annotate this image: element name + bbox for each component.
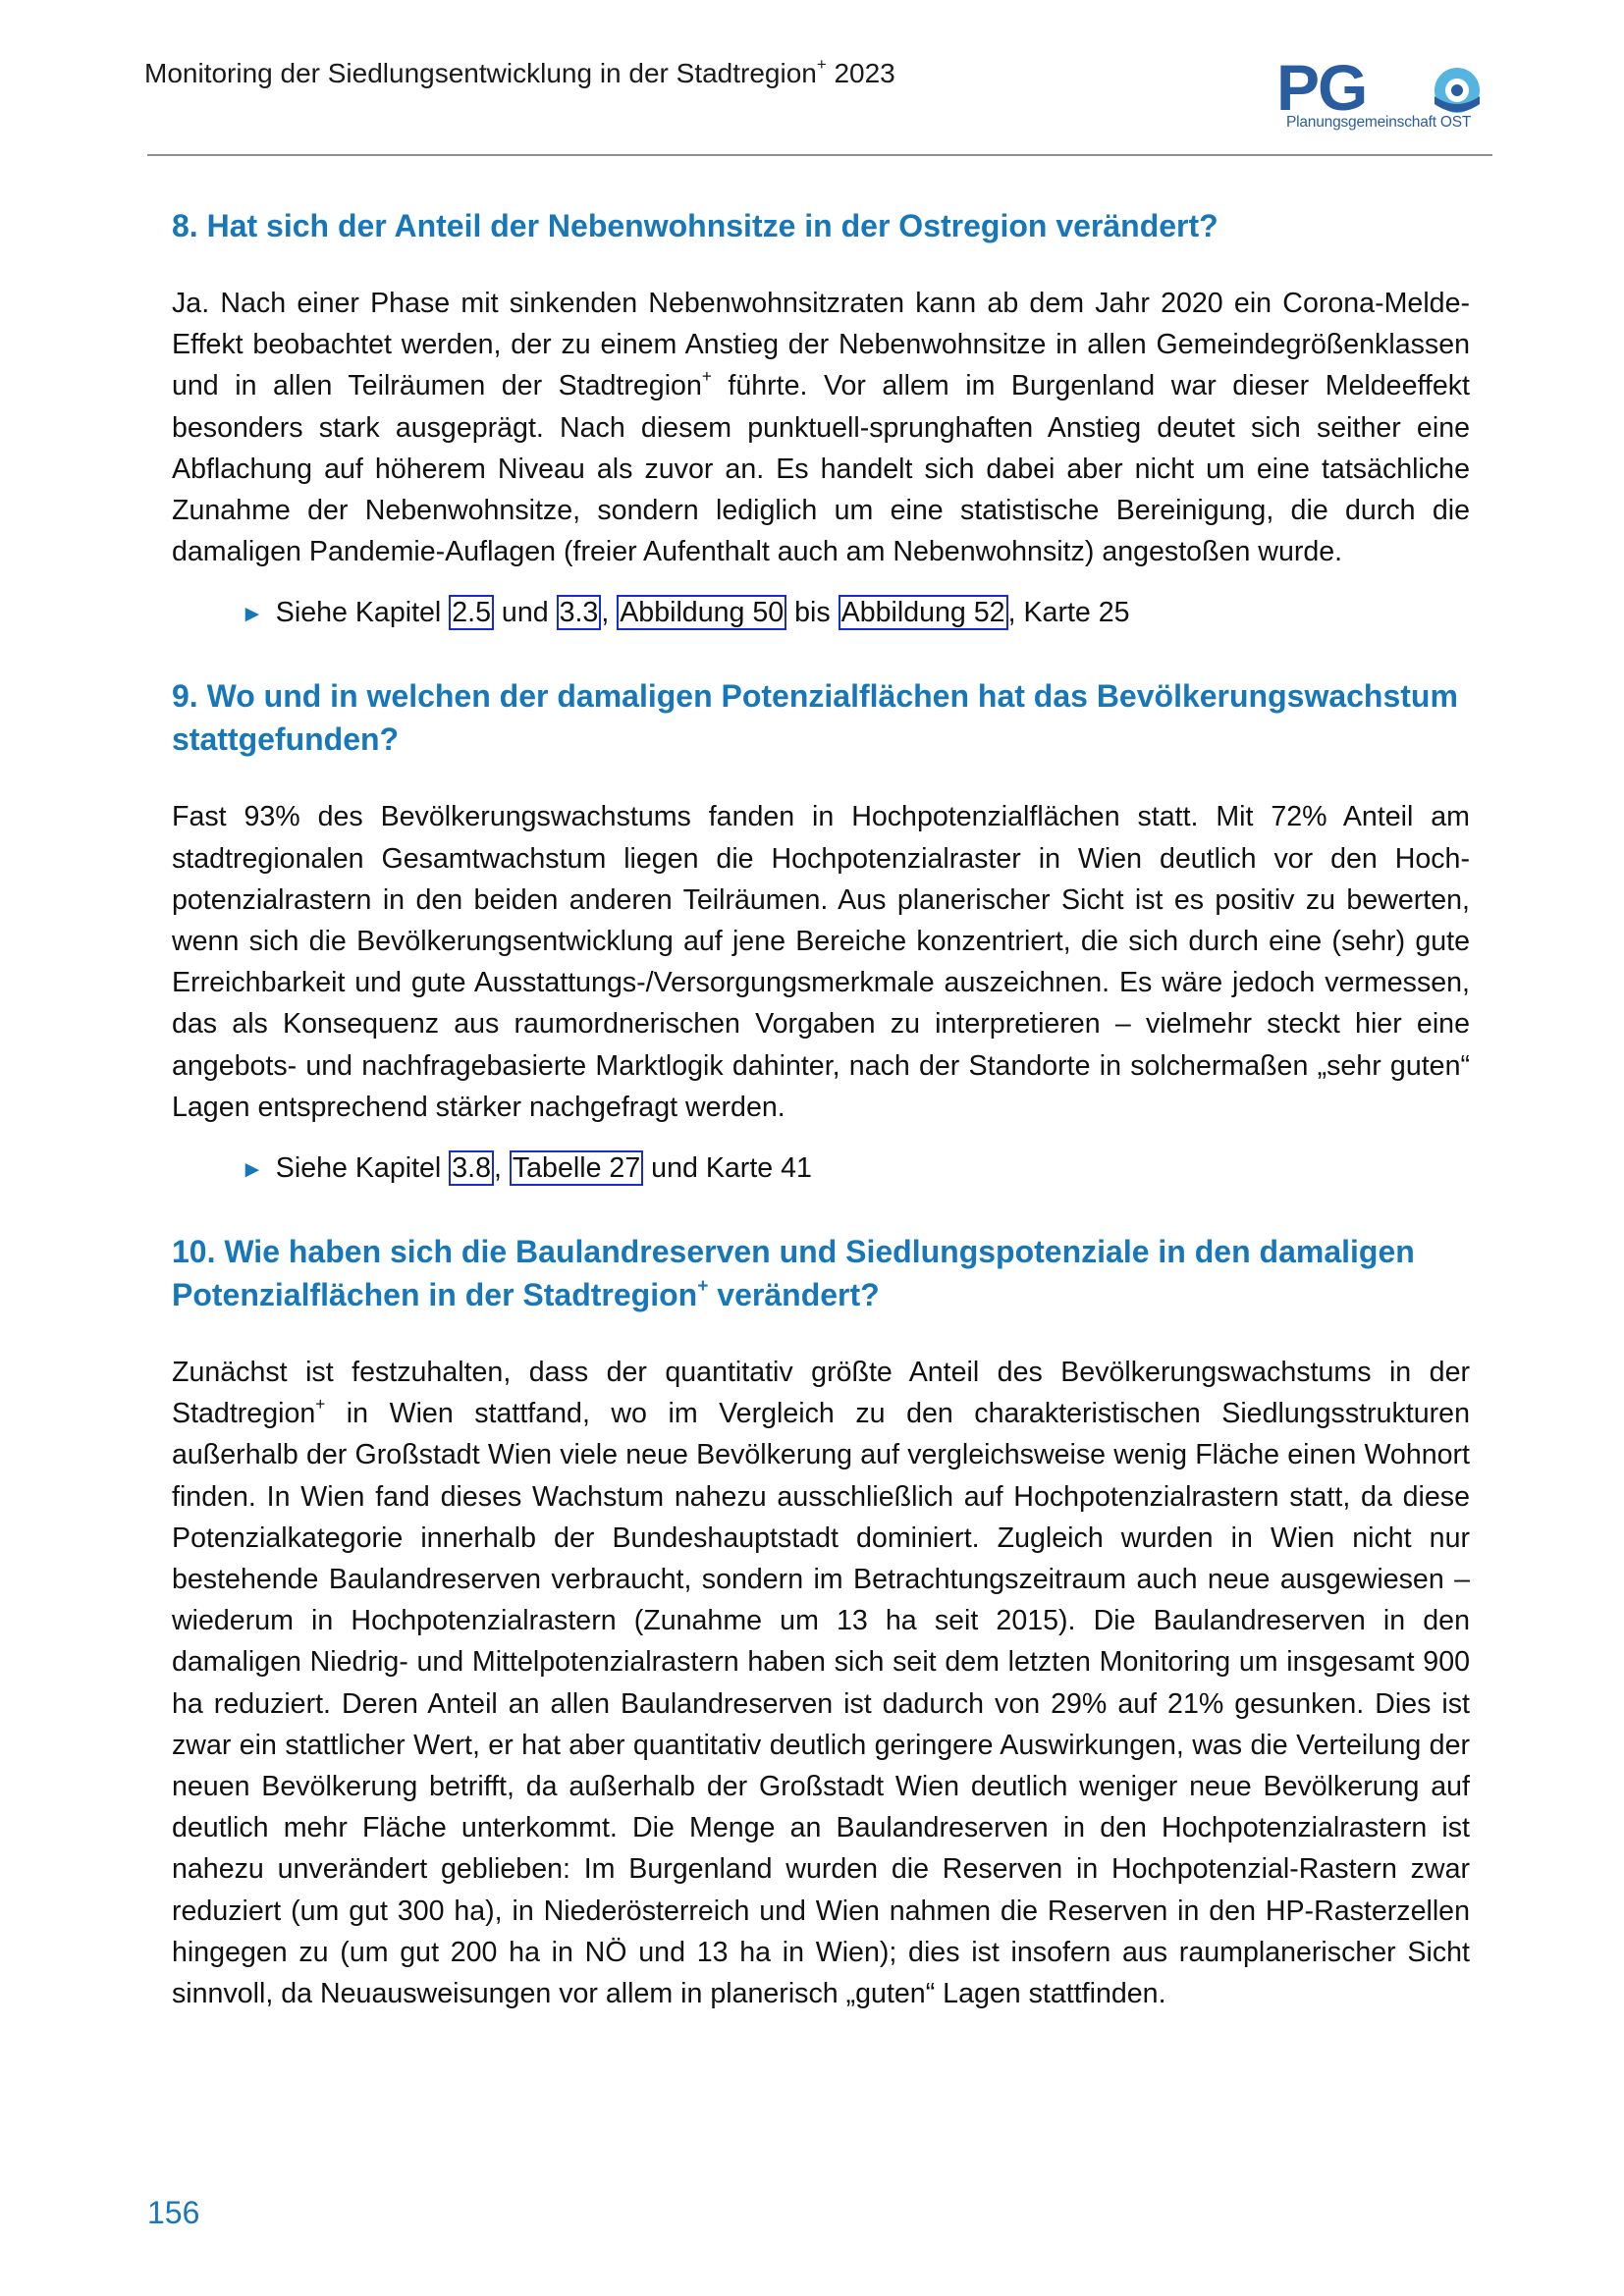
section-8-heading: 8. Hat sich der Anteil der Nebenwohnsitze in der Ostregion verändert? bbox=[172, 208, 1218, 243]
logo-globe-icon bbox=[1435, 68, 1480, 113]
link-abbildung-52[interactable]: Abbildung 52 bbox=[839, 595, 1008, 630]
reference-separator: , bbox=[601, 597, 618, 629]
link-tabelle-27[interactable]: Tabelle 27 bbox=[510, 1150, 643, 1186]
reference-prefix: Siehe Kapitel bbox=[275, 597, 450, 629]
header-title-year: 2023 bbox=[826, 58, 895, 88]
reference-separator: bis bbox=[786, 597, 839, 629]
reference-suffix: , Karte 25 bbox=[1007, 597, 1130, 629]
section-10-heading-part1: 10. Wie haben sich die Baulandreserven und Siedlungspotenziale in den damaligen Potenzialflächen in der Stadtregion bbox=[172, 1234, 1415, 1313]
section-10-heading-part2: verändert? bbox=[708, 1277, 880, 1313]
page-number: 156 bbox=[147, 2195, 200, 2230]
section-10-superscript: + bbox=[315, 1394, 326, 1415]
link-kapitel-3-8[interactable]: 3.8 bbox=[449, 1150, 494, 1186]
section-9-heading: 9. Wo und in welchen der damaligen Potenzialflächen hat das Bevölkerungswachstum stattgefunden? bbox=[172, 678, 1458, 758]
section-9-paragraph: Fast 93% des Bevölkerungswachstums fanden in Hochpotenzialflächen statt. Mit 72% Anteil am stadtregionalen Gesamtwachstum liegen die Hochpotenzialraster in Wien deutlich vor den Hochpotenzialrastern in den beiden anderen Teilräumen. Aus planerischer Sicht ist es positiv zu bewerten, wenn sich die Bevölkerungsentwicklung auf jene Bereiche konzentriert, die sich durch eine (sehr) gute Erreichbarkeit und gute Ausstattungs-/Versorgungsmerkmale auszeichnen. Es wäre jedoch vermessen, das als Konsequenz aus raumordnerischen Vorgaben zu interpretieren – vielmehr steckt hier eine angebots- und nachfragebasierte Marktlogik dahinter, nach der Standorte in solchermaßen „sehr guten“ Lagen entsprechend stärker nachgefragt werden. bbox=[172, 801, 1470, 1123]
logo-caption: Planungsgemeinschaft OST bbox=[1286, 114, 1472, 131]
section-10-paragraph bbox=[172, 1352, 1470, 2014]
triangle-right-icon: ► bbox=[241, 601, 264, 628]
pg-logo bbox=[1276, 57, 1492, 145]
link-abbildung-50[interactable]: Abbildung 50 bbox=[617, 595, 786, 630]
section-8-text-part1: Ja. Nach einer Phase mit sinkenden Nebenwohnsitzraten kann ab dem Jahr 2020 ein Corona-Melde-Effekt beobachtet werden, der zu einem Anstieg der Nebenwohnsitze in allen Gemeindegrößenklassen und in allen Teilräumen der Stadtregion bbox=[172, 288, 1470, 402]
section-9-reference bbox=[241, 1148, 1470, 1191]
header-title-text: Monitoring der Siedlungsentwicklung in der Stadtregion bbox=[144, 58, 817, 88]
main-content bbox=[172, 204, 1470, 2034]
header-title-superscript: + bbox=[816, 55, 827, 75]
reference-separator: und bbox=[493, 597, 557, 629]
link-kapitel-2-5[interactable]: 2.5 bbox=[449, 595, 494, 630]
section-8-reference bbox=[241, 592, 1470, 635]
logo-letters: PG bbox=[1276, 57, 1367, 124]
running-header-title bbox=[144, 57, 895, 90]
link-kapitel-3-3[interactable]: 3.3 bbox=[557, 595, 602, 630]
reference-suffix: und Karte 41 bbox=[643, 1152, 812, 1185]
section-10-text-part2: in Wien stattfand, wo im Vergleich zu den charakteristischen Siedlungsstrukturen außerhalb der Großstadt Wien viele neue Bevölkerung auf vergleichsweise wenig Fläche einen Wohnort finden. In Wien fand dieses Wachstum nahezu ausschließlich auf Hochpotenzialrastern statt, da diese Potenzialkategorie innerhalb der Bundeshauptstadt dominiert. Zugleich wurden in Wien nicht nur bestehende Baulandreserven verbraucht, sondern im Betrachtungszeitraum auch neue ausgewiesen – wiederum in Hochpotenzialrastern (Zunahme um 13 ha seit 2015). Die Baulandreserven in den damaligen Niedrig- und Mittelpotenzialrastern haben sich seit dem letzten Monitoring um insgesamt 900 ha reduziert. Deren Anteil an allen Baulandreserven ist dadurch von 29% auf 21% gesunken. Dies ist zwar ein stattlicher Wert, er hat aber quantitativ deutlich geringere Auswirkungen, was die Verteilung der neuen Bevölkerung betrifft, da außerhalb der Großstadt Wien deutlich weniger neue Bevölkerung auf deutlich mehr Fläche unterkommt. Die Menge an Baulandreserven in den Hochpotenzialrastern ist nahezu unverändert geblieben: Im Burgenland wurden die Reserven in Hochpotenzial-Rastern zwar reduziert (um gut 300 ha), in Niederösterreich und Wien nahmen die Reserven in den HP-Rasterzellen hingegen zu (um gut 200 ha in NÖ und 13 ha in Wien); dies ist insofern aus raumplanerischer Sicht sinnvoll, da Neuausweisungen vor allem in planerisch „guten“ Lagen stattfinden. bbox=[172, 1398, 1470, 2010]
triangle-right-icon: ► bbox=[241, 1156, 264, 1184]
reference-separator: , bbox=[493, 1152, 510, 1185]
section-10-heading-superscript: + bbox=[697, 1275, 709, 1297]
section-10-heading bbox=[172, 1230, 1470, 1316]
header-divider bbox=[147, 154, 1492, 156]
reference-prefix: Siehe Kapitel bbox=[275, 1152, 450, 1185]
section-8-text-part2: führte. Vor allem im Burgenland war dieser Meldeeffekt besonders stark ausgeprägt. Nach diesem punktuell-sprunghaften Anstieg deutet sich seither eine Abflachung auf höherem Niveau als zuvor an. Es handelt sich dabei aber nicht um eine tatsächliche Zunahme der Nebenwohnsitze, sondern lediglich um eine statistische Bereinigung, die durch die damaligen Pandemie-Auflagen (freier Aufenthalt auch am Nebenwohnsitz) angestoßen wurde. bbox=[172, 370, 1470, 568]
section-10-text-part1: Zunächst ist festzuhalten, dass der quantitativ größte Anteil des Bevölkerungswachstums in der Stadtregion bbox=[172, 1357, 1470, 1430]
section-8-superscript: + bbox=[701, 366, 712, 387]
section-8-paragraph bbox=[172, 283, 1470, 572]
